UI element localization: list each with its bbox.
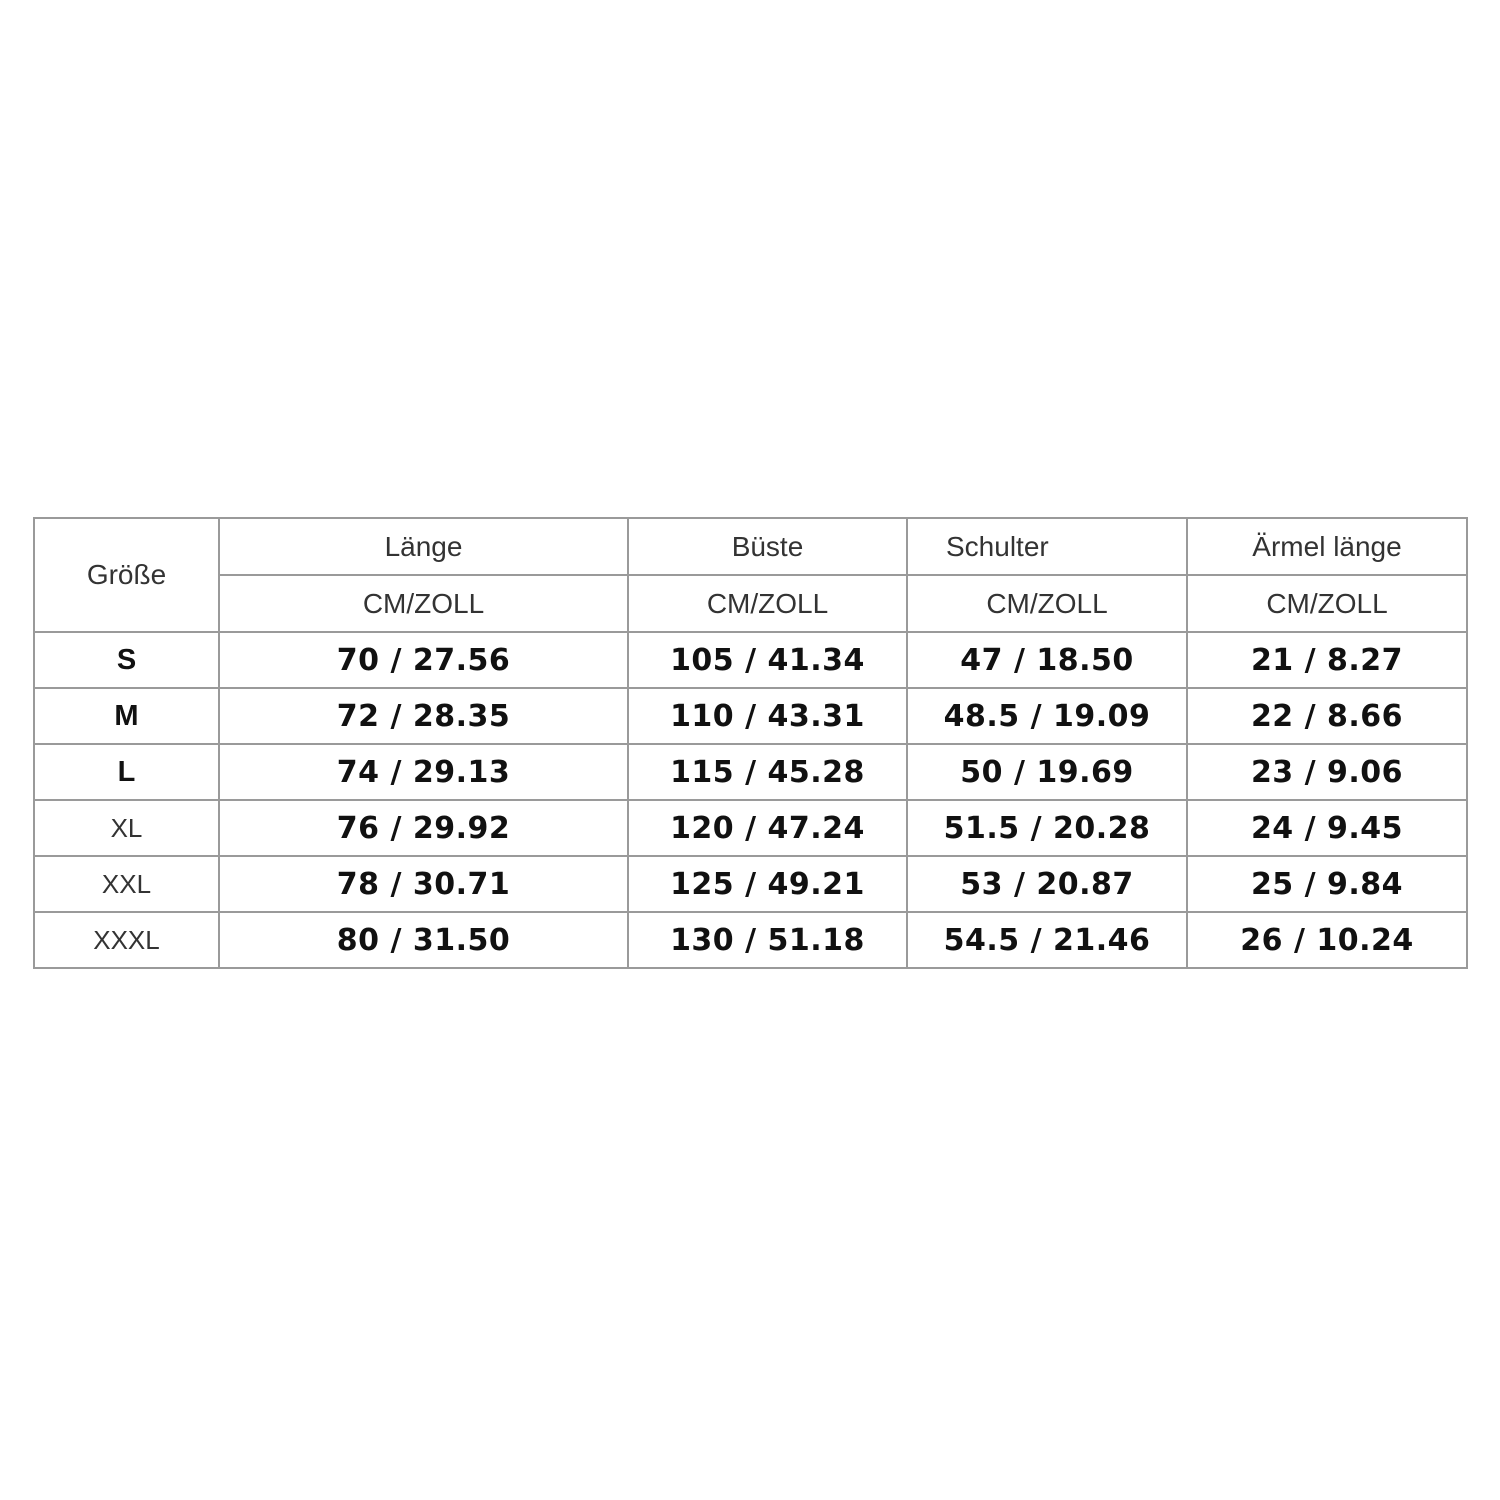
table-row bbox=[34, 744, 1467, 800]
bueste-cell: 110 / 43.31 bbox=[628, 688, 907, 744]
schulter-cell: 51.5 / 20.28 bbox=[907, 800, 1187, 856]
aermel-laenge-column-header: Ärmel länge bbox=[1187, 518, 1467, 575]
schulter-cell: 54.5 / 21.46 bbox=[907, 912, 1187, 968]
laenge-cell: 74 / 29.13 bbox=[219, 744, 628, 800]
laenge-cell: 72 / 28.35 bbox=[219, 688, 628, 744]
size-chart-table bbox=[33, 517, 1468, 969]
bueste-column-header: Büste bbox=[628, 518, 907, 575]
aermel-laenge-cell: 26 / 10.24 bbox=[1187, 912, 1467, 968]
schulter-cell: 48.5 / 19.09 bbox=[907, 688, 1187, 744]
schulter-cell: 47 / 18.50 bbox=[907, 632, 1187, 688]
aermel-laenge-cell: 25 / 9.84 bbox=[1187, 856, 1467, 912]
header-row bbox=[34, 518, 1467, 575]
aermel-laenge-cell: 22 / 8.66 bbox=[1187, 688, 1467, 744]
size-cell: L bbox=[34, 744, 219, 800]
size-cell: XL bbox=[34, 800, 219, 856]
size-column-header: Größe bbox=[34, 518, 219, 632]
bueste-cell: 130 / 51.18 bbox=[628, 912, 907, 968]
bueste-cell: 115 / 45.28 bbox=[628, 744, 907, 800]
bueste-cell: 120 / 47.24 bbox=[628, 800, 907, 856]
schulter-column-header: Schulter bbox=[907, 518, 1187, 575]
laenge-column-header: Länge bbox=[219, 518, 628, 575]
aermel-laenge-cell: 24 / 9.45 bbox=[1187, 800, 1467, 856]
table-row bbox=[34, 912, 1467, 968]
laenge-cell: 78 / 30.71 bbox=[219, 856, 628, 912]
aermel-laenge-cell: 21 / 8.27 bbox=[1187, 632, 1467, 688]
size-cell: S bbox=[34, 632, 219, 688]
table-row bbox=[34, 856, 1467, 912]
size-cell: XXL bbox=[34, 856, 219, 912]
bueste-unit: CM/ZOLL bbox=[628, 575, 907, 632]
schulter-unit: CM/ZOLL bbox=[907, 575, 1187, 632]
table-row bbox=[34, 632, 1467, 688]
size-cell: M bbox=[34, 688, 219, 744]
schulter-cell: 50 / 19.69 bbox=[907, 744, 1187, 800]
laenge-cell: 76 / 29.92 bbox=[219, 800, 628, 856]
table-row bbox=[34, 688, 1467, 744]
laenge-cell: 80 / 31.50 bbox=[219, 912, 628, 968]
schulter-cell: 53 / 20.87 bbox=[907, 856, 1187, 912]
aermel-laenge-cell: 23 / 9.06 bbox=[1187, 744, 1467, 800]
table-row bbox=[34, 800, 1467, 856]
bueste-cell: 125 / 49.21 bbox=[628, 856, 907, 912]
aermel-laenge-unit: CM/ZOLL bbox=[1187, 575, 1467, 632]
laenge-unit: CM/ZOLL bbox=[219, 575, 628, 632]
size-cell: XXXL bbox=[34, 912, 219, 968]
unit-row bbox=[34, 575, 1467, 632]
laenge-cell: 70 / 27.56 bbox=[219, 632, 628, 688]
bueste-cell: 105 / 41.34 bbox=[628, 632, 907, 688]
